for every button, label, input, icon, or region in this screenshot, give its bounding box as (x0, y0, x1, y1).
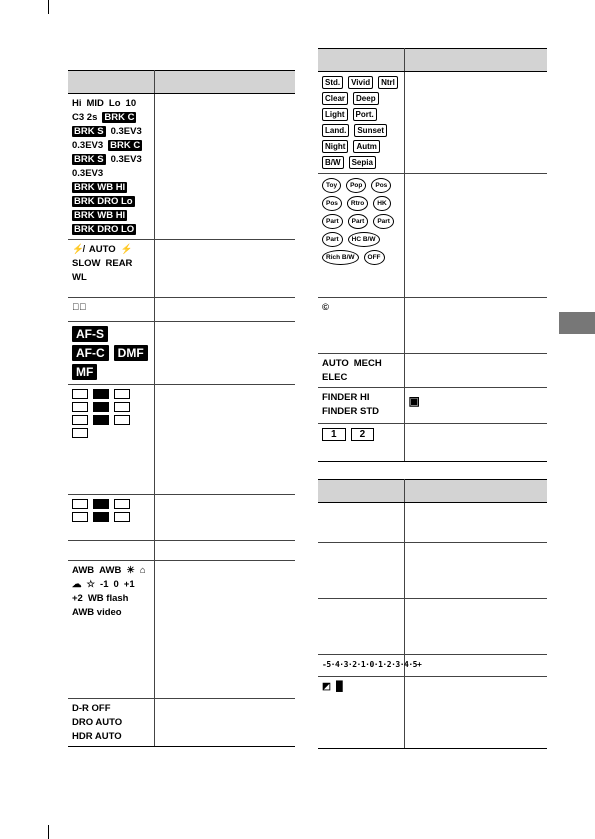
focus-area-icon (93, 415, 109, 425)
description-cell (154, 699, 295, 747)
header-icon-col (318, 49, 404, 72)
creative-style-icon: Std. (322, 76, 343, 89)
icon-group (322, 76, 400, 169)
drive-mode-icon: C3 2s (72, 112, 98, 123)
description-cell (154, 561, 295, 699)
white-balance-icon: WB flash (87, 593, 129, 604)
indicator-table-right-bottom (318, 479, 547, 749)
white-balance-icon: 0 (113, 579, 119, 590)
icon-group (322, 428, 400, 441)
focus-mode-icon: MF (72, 364, 97, 380)
icon-group (322, 659, 422, 670)
focus-area-icon (72, 415, 88, 425)
creative-style-icon: Port. (353, 108, 377, 121)
focus-area-icon (114, 415, 130, 425)
copyright-icon: © (322, 302, 329, 313)
drive-mode-icon: 10 (125, 98, 137, 109)
table-row-exposure-scale (318, 655, 547, 677)
icon-cell (68, 699, 154, 747)
icon-cell (68, 561, 154, 699)
description-cell (404, 388, 547, 424)
table-row-row2 (318, 543, 547, 599)
drive-mode-icon: BRK S (74, 126, 104, 137)
table-row-focus-area (68, 385, 295, 495)
drive-mode-icon: BRK DRO LO (74, 224, 135, 235)
exposure-indicator-icon: ◩ (322, 681, 331, 692)
icon-group (322, 392, 400, 417)
picture-effect-icon: Part (373, 214, 394, 229)
icon-cell (318, 388, 404, 424)
table-row-flash-disabled (68, 298, 295, 322)
icon-cell (68, 385, 154, 495)
icon-cell (68, 298, 154, 322)
flash-mode-icon: ⚡ (120, 244, 133, 255)
table-row-drive-mode (68, 94, 295, 240)
section-side-tab (559, 312, 595, 334)
focus-mode-icon: DMF (114, 345, 148, 361)
picture-effect-icon: Part (322, 232, 343, 247)
drive-mode-icon: 0.3EV3 (72, 168, 104, 179)
exposure-scale-icon: -5·4·3·2·1·0·1·2·3·4·5+ (322, 660, 422, 669)
icon-cell (318, 354, 404, 388)
white-balance-icon: ☆ (86, 579, 96, 590)
drive-mode-icon: BRK C (104, 112, 135, 123)
description-cell (404, 655, 547, 677)
focus-area-icon (72, 402, 88, 412)
drive-mode-icon: MID (86, 98, 104, 109)
header-icon-col (68, 71, 154, 94)
table-row-exposure-indicator (318, 677, 547, 749)
icon-cell (318, 424, 404, 462)
picture-effect-icon: Rtro (347, 196, 368, 211)
icon-group (322, 358, 400, 383)
icon-cell (68, 495, 154, 541)
picture-effect-icon: Part (322, 214, 343, 229)
metering-mode-icon (72, 499, 88, 509)
indicator-table-right-top (318, 48, 547, 462)
icon-group (72, 244, 150, 283)
picture-effect-icon: Pop (346, 178, 366, 193)
memory-card-slot-icon: 1 (322, 428, 346, 441)
focus-area-icon (114, 389, 130, 399)
memory-card-slot-icon: 2 (351, 428, 375, 441)
finder-frame-rate-icon: FINDER STD (322, 406, 379, 417)
creative-style-icon: Autm (353, 140, 379, 153)
description-cell (404, 599, 547, 655)
picture-effect-icon: Toy (322, 178, 341, 193)
metering-mode-icon (72, 512, 88, 522)
dro-hdr-icon: DRO AUTO (72, 717, 123, 728)
header-desc-col (404, 480, 547, 503)
icon-group (72, 389, 150, 438)
white-balance-icon: ⌂ (139, 565, 146, 576)
indicator-table-left (68, 70, 295, 747)
metering-mode-icon (93, 499, 109, 509)
dro-hdr-icon: HDR AUTO (72, 731, 122, 742)
icon-group (72, 302, 150, 313)
icon-cell (318, 543, 404, 599)
icon-cell (318, 72, 404, 174)
icon-group (72, 98, 150, 235)
creative-style-icon: Vivid (348, 76, 373, 89)
icon-cell (68, 240, 154, 298)
icon-group (72, 703, 150, 742)
dro-hdr-icon: D-R OFF (72, 703, 111, 714)
table-row-memory-card-slot (318, 424, 547, 462)
drive-mode-icon: BRK DRO Lo (74, 196, 133, 207)
drive-mode-icon: BRK WB HI (74, 210, 126, 221)
crop-mark-bottom (48, 825, 49, 839)
table-row-copyright (318, 298, 547, 354)
icon-group (72, 326, 150, 380)
table-row-shutter-type (318, 354, 547, 388)
header-desc-col (404, 49, 547, 72)
table-header-row (318, 480, 547, 503)
drive-mode-icon: Hi (72, 98, 82, 109)
drive-mode-icon: BRK S (74, 154, 104, 165)
table-row-flash-mode (68, 240, 295, 298)
table-header-row (318, 49, 547, 72)
creative-style-icon: Clear (322, 92, 348, 105)
picture-effect-icon: OFF (364, 250, 385, 265)
creative-style-icon: Deep (353, 92, 379, 105)
icon-cell (318, 677, 404, 749)
icon-cell (318, 599, 404, 655)
icon-group (322, 178, 400, 265)
table-row-creative-style (318, 72, 547, 174)
picture-effect-icon: Rich B/W (322, 250, 359, 265)
focus-area-icon (93, 389, 109, 399)
icon-cell (318, 298, 404, 354)
table-row-row1 (318, 503, 547, 543)
flash-mode-icon: REAR (105, 258, 133, 269)
focus-area-icon (72, 389, 88, 399)
description-cell (404, 503, 547, 543)
drive-mode-icon: BRK WB HI (74, 182, 126, 193)
table-row-white-balance (68, 561, 295, 699)
picture-effect-icon: HK (373, 196, 390, 211)
drive-mode-icon: BRK C (110, 140, 141, 151)
picture-effect-icon: Pos (322, 196, 342, 211)
table-header-row (68, 71, 295, 94)
drive-mode-icon: Lo (108, 98, 121, 109)
white-balance-icon: -1 (100, 579, 109, 590)
picture-effect-icon: HC B/W (348, 232, 380, 247)
white-balance-icon: ☁ (72, 579, 82, 590)
metering-mode-icon (114, 499, 130, 509)
flash-mode-icon: SLOW (72, 258, 101, 269)
white-balance-icon: AWB (99, 565, 122, 576)
icon-group (72, 565, 150, 618)
flash-disabled-icon: ⚡⃠ (72, 302, 87, 313)
white-balance-icon: +1 (123, 579, 135, 590)
creative-style-icon: Ntrl (378, 76, 398, 89)
creative-style-icon: Sepia (349, 156, 376, 169)
focus-area-icon (114, 402, 130, 412)
icon-group (322, 302, 400, 313)
description-cell (404, 298, 547, 354)
creative-style-icon: Sunset (354, 124, 387, 137)
drive-mode-icon: 0.3EV3 (110, 154, 142, 165)
picture-effect-icon: Part (348, 214, 369, 229)
description-cell (404, 543, 547, 599)
description-cell (404, 354, 547, 388)
shutter-type-icon: ELEC (322, 372, 348, 383)
table-row-dro-hdr (68, 699, 295, 747)
crop-mark-top (48, 0, 49, 14)
metering-mode-icon (93, 512, 109, 522)
flash-mode-icon: ⚡̸ (72, 244, 84, 255)
creative-style-icon: Light (322, 108, 348, 121)
creative-style-icon: Night (322, 140, 348, 153)
description-cell (154, 385, 295, 495)
description-cell (154, 541, 295, 561)
creative-style-icon: B/W (322, 156, 344, 169)
icon-cell (318, 503, 404, 543)
focus-area-icon (72, 428, 88, 438)
header-desc-col (154, 71, 295, 94)
white-balance-icon: AWB video (72, 607, 122, 618)
image-sync-icon: ▣ (408, 394, 420, 408)
table-row-blank (68, 541, 295, 561)
picture-effect-icon: Pos (371, 178, 391, 193)
exposure-indicator-icon: █ (335, 681, 343, 692)
focus-mode-icon: AF-S (72, 326, 108, 342)
finder-frame-rate-icon: FINDER HI (322, 392, 370, 403)
icon-cell (318, 174, 404, 298)
focus-mode-icon: AF-C (72, 345, 109, 361)
icon-cell (318, 655, 422, 677)
drive-mode-icon: 0.3EV3 (72, 140, 104, 151)
white-balance-icon: ☀ (126, 565, 135, 576)
description-cell (154, 94, 295, 240)
flash-mode-icon: WL (72, 272, 87, 283)
icon-group (72, 499, 150, 522)
focus-area-icon (93, 402, 109, 412)
table-row-focus-mode (68, 322, 295, 385)
flash-mode-icon: AUTO (88, 244, 116, 255)
header-icon-col (318, 480, 404, 503)
description-cell (404, 174, 547, 298)
metering-mode-icon (114, 512, 130, 522)
shutter-type-icon: MECH (353, 358, 382, 369)
description-cell (154, 240, 295, 298)
description-cell (154, 322, 295, 385)
icon-cell (68, 541, 154, 561)
icon-cell (68, 322, 154, 385)
table-row-row3 (318, 599, 547, 655)
shutter-type-icon: AUTO (322, 358, 349, 369)
icon-cell (68, 94, 154, 240)
table-row-finder-frame-rate (318, 388, 547, 424)
description-cell (154, 495, 295, 541)
description-cell (404, 72, 547, 174)
description-cell (404, 424, 547, 462)
description-cell (404, 677, 547, 749)
white-balance-icon: +2 (72, 593, 83, 604)
table-row-metering-mode (68, 495, 295, 541)
creative-style-icon: Land. (322, 124, 349, 137)
drive-mode-icon: 0.3EV3 (110, 126, 142, 137)
icon-group (322, 681, 400, 692)
white-balance-icon: AWB (72, 565, 95, 576)
description-cell (154, 298, 295, 322)
table-row-picture-effect (318, 174, 547, 298)
